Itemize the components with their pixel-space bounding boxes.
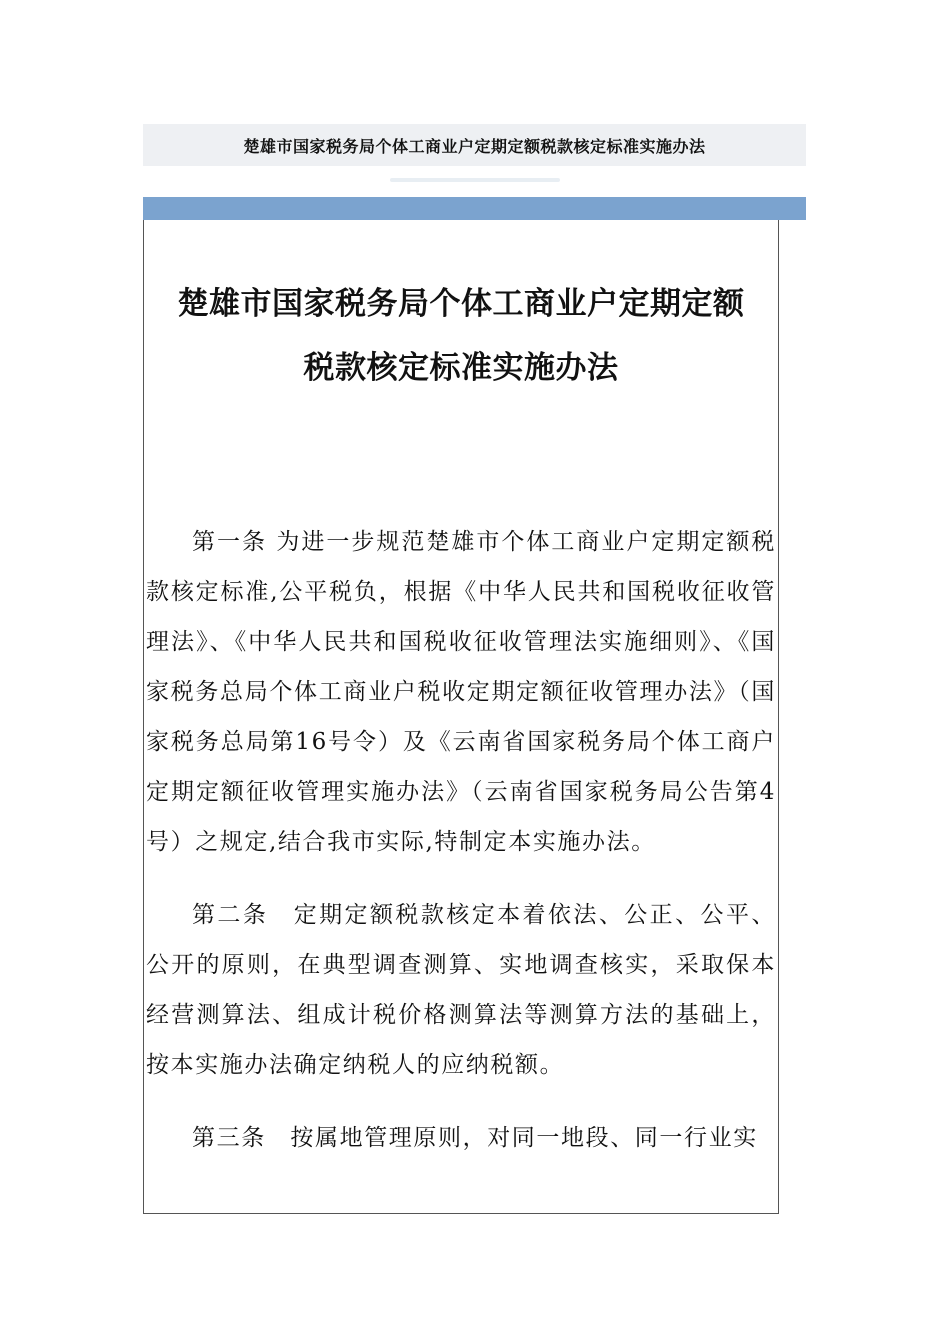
article-1-paragraph: 第一条 为进一步规范楚雄市个体工商业户定期定额税款核定标准,公平税负，根据《中华人民共和国税收征收管理法》、《中华人民共和国税收征收管理法实施细则》、《国家税务总局个体工商业户税收定期定额征收管理办法》（国家税务总局第16号令）及《云南省国家税务局个体工商户定期定额征收管理实施办法》（云南省国家税务局公告第4号）之规定,结合我市实际,特制定本实施办法。	[146, 529, 776, 855]
header-banner	[143, 124, 806, 166]
document-content-box	[143, 220, 779, 1214]
document-title	[144, 220, 778, 400]
header-title: 楚雄市国家税务局个体工商业户定期定额税款核定标准实施办法	[243, 136, 706, 156]
article-2-paragraph: 第二条 定期定额税款核定本着依法、公正、公平、公开的原则，在典型调查测算、实地调查核实，采取保本经营测算法、组成计税价格测算法等测算方法的基础上，按本实施办法确定纳税人的应纳税额。	[146, 902, 776, 1078]
document-body	[146, 517, 776, 1186]
document-title-line-2: 税款核定标准实施办法	[303, 350, 619, 386]
faint-watermark	[390, 178, 560, 182]
document-title-line-1: 楚雄市国家税务局个体工商业户定期定额	[177, 286, 745, 322]
blue-divider-bar	[143, 197, 806, 220]
article-3-paragraph: 第三条 按属地管理原则，对同一地段、同一行业实	[192, 1125, 758, 1151]
